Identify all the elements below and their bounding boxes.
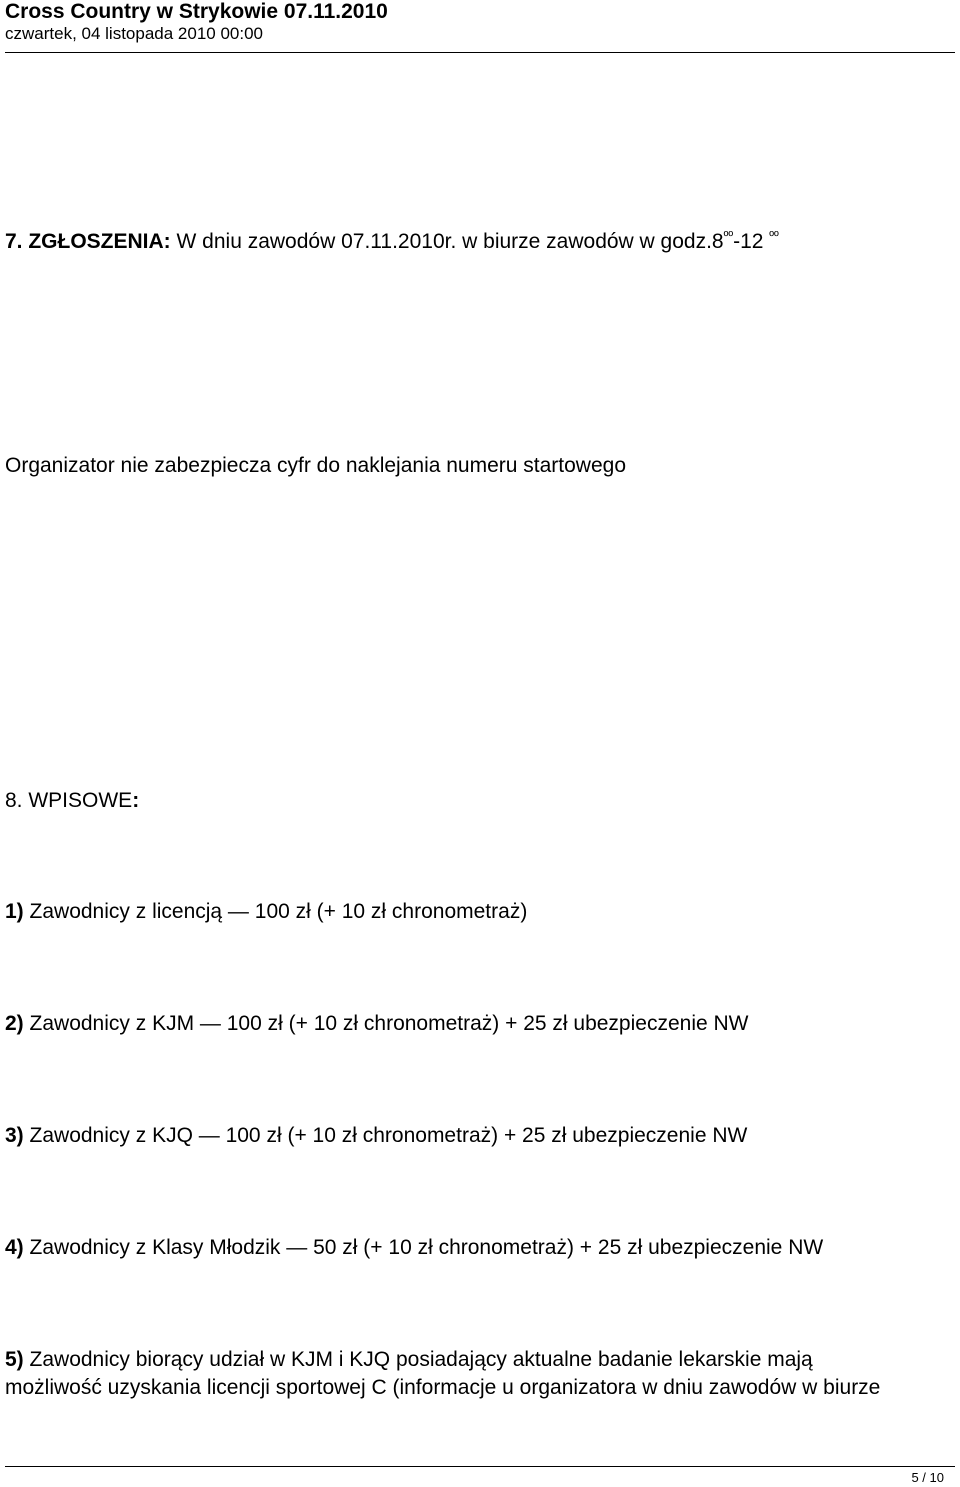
fee-item-text: Zawodnicy z KJM — 100 zł (+ 10 zł chronometraż) + 25 zł ubezpieczenie NW <box>23 1012 749 1035</box>
fee-item-number: 3) <box>5 1124 24 1147</box>
fee-item-continuation: możliwość uzyskania licencji sportowej C (informacje u organizatora w dniu zawodów w biurze <box>5 1376 881 1399</box>
superscript-hour-end: ºº <box>769 228 779 243</box>
footer-divider <box>5 1466 955 1467</box>
section-8-colon: : <box>132 789 140 812</box>
fee-item-number: 1) <box>5 900 24 923</box>
fee-item <box>5 1234 823 1262</box>
fee-item-text: Zawodnicy z Klasy Młodzik — 50 zł (+ 10 zł chronometraż) + 25 zł ubezpieczenie NW <box>23 1236 824 1259</box>
document-title: Cross Country w Strykowie 07.11.2010 <box>5 0 388 23</box>
section-7-text: W dniu zawodów 07.11.2010r. w biurze zawodów w godz.8 <box>170 230 724 253</box>
section-7-registration <box>5 228 779 256</box>
fee-item-text: Zawodnicy z KJQ — 100 zł (+ 10 zł chronometraż) + 25 zł ubezpieczenie NW <box>23 1124 748 1147</box>
superscript-hour-start: ºº <box>723 228 734 243</box>
fee-item-text: Zawodnicy biorący udział w KJM i KJQ posiadający aktualne badanie lekarskie mają <box>23 1348 813 1371</box>
fee-item <box>5 1346 813 1374</box>
fee-item <box>5 1122 747 1150</box>
fee-item <box>5 898 527 926</box>
document-date: czwartek, 04 listopada 2010 00:00 <box>5 24 264 43</box>
page-number: 5 / 10 <box>911 1470 944 1485</box>
page-header <box>5 0 955 53</box>
fee-item-number: 4) <box>5 1236 24 1259</box>
section-8-title: WPISOWE <box>28 789 133 812</box>
organizer-note: Organizator nie zabezpiecza cyfr do naklejania numeru startowego <box>5 454 627 477</box>
fee-item-text: Zawodnicy z licencją — 100 zł (+ 10 zł chronometraż) <box>23 900 528 923</box>
section-7-text-mid: -12 <box>733 230 770 253</box>
fee-item-number: 5) <box>5 1348 24 1371</box>
section-7-heading: 7. ZGŁOSZENIA: <box>5 230 171 253</box>
section-8-number: 8. <box>5 789 29 812</box>
fee-item <box>5 1010 749 1038</box>
fee-item-number: 2) <box>5 1012 24 1035</box>
section-8-heading <box>5 787 139 815</box>
